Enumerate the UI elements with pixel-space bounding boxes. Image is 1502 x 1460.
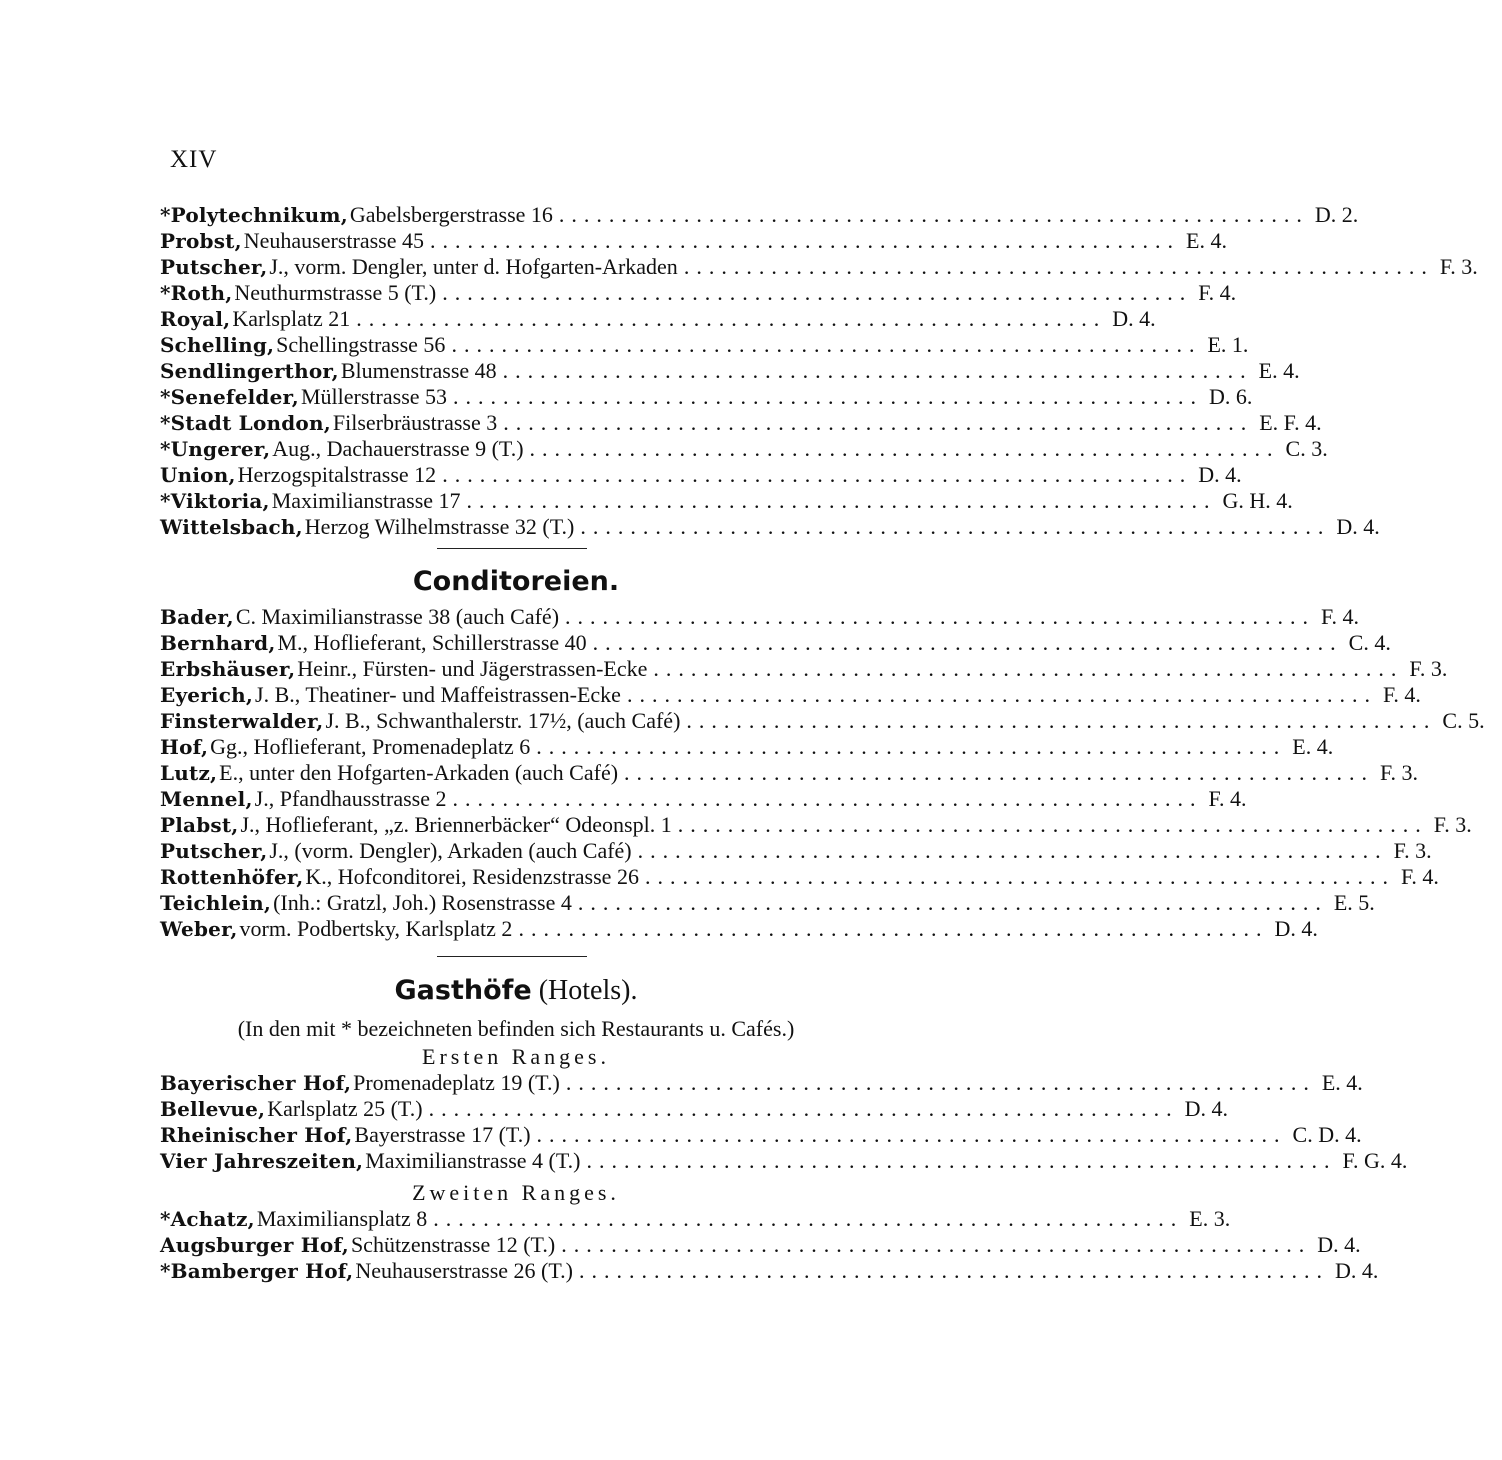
entry-grid-ref: D. 4. [1335,1258,1379,1283]
entry-name: Weber, [160,917,238,941]
entry-name: *Viktoria, [160,489,270,513]
list-item [160,916,1318,942]
list-item [160,890,1375,916]
entry-address: J., Hoflieferant, „z. Briennerbäcker“ Odeonspl. 1 [240,812,672,837]
entry-address: J., vorm. Dengler, unter d. Hofgarten-Arkaden [269,254,678,279]
entry-grid-ref: F. 4. [1400,864,1439,889]
leader-dots: ............................................................ [653,656,1404,681]
entry-address: Maximilianstrasse 4 (T.) [365,1148,581,1173]
entry-name: Sendlingerthor, [160,359,339,383]
list-item [160,514,1380,540]
leader-dots: ............................................................ [518,916,1269,941]
leader-dots: ............................................................ [442,280,1193,305]
list-item [160,734,1334,760]
list-item [160,410,1322,436]
entry-name: *Bamberger Hof, [160,1259,354,1283]
list-item [160,462,1242,488]
subheading-first-rank: Ersten Ranges. [422,1044,610,1069]
entry-grid-ref: C. 4. [1348,630,1391,655]
entry-address: Gabelsbergerstrasse 16 [349,202,553,227]
entry-grid-ref: F. 4. [1198,280,1237,305]
section-heading-gasthoefe [160,975,872,1007]
entry-name: Lutz, [160,761,218,785]
entry-address: Herzogspitalstrasse 12 [237,462,437,487]
leader-dots: ............................................................ [558,202,1309,227]
entry-address: Müllerstrasse 53 [300,384,448,409]
entry-name: Bayerischer Hof, [160,1071,352,1095]
entry-name: Bernhard, [160,631,276,655]
leader-dots: ............................................................ [433,1206,1184,1231]
entry-name: Bader, [160,605,234,629]
list-item [160,488,1293,514]
list-item [160,1070,1363,1096]
entry-address: Gg., Hoflieferant, Promenadeplatz 6 [210,734,531,759]
page-number: XIV [170,146,218,173]
entry-address: Filserbräustrasse 3 [332,410,498,435]
entry-grid-ref: E. 4. [1321,1070,1363,1095]
list-item [160,1258,1379,1284]
entry-address: J., Pfandhausstrasse 2 [254,786,447,811]
entry-grid-ref: F. 3. [1393,838,1432,863]
list-item [160,864,1439,890]
list-item [160,708,1485,734]
list-item [160,630,1391,656]
list-item [160,1232,1361,1258]
entry-address: Neuhauserstrasse 45 [243,228,424,253]
list-item [160,838,1432,864]
list-item [160,786,1247,812]
list-item [160,1096,1228,1122]
entry-grid-ref: E. 4. [1186,228,1227,253]
entry-name: Wittelsbach, [160,515,303,539]
leader-dots: ............................................................ [565,604,1316,629]
list-item [160,332,1249,358]
entry-grid-ref: F. 3. [1439,254,1478,279]
heading-main: Gasthöfe [394,975,532,1006]
entry-grid-ref: C. 5. [1442,708,1485,733]
entry-grid-ref: E. 1. [1207,332,1249,357]
entry-name: Putscher, [160,839,268,863]
entry-grid-ref: C. D. 4. [1292,1122,1362,1147]
leader-dots: ............................................................ [626,682,1377,707]
leader-dots: ............................................................ [579,1258,1329,1283]
leader-dots: ............................................................ [536,1122,1287,1147]
entry-address: Herzog Wilhelmstrasse 32 (T.) [304,514,575,539]
entry-grid-ref: E. 5. [1333,890,1375,915]
conditoreien-list [160,604,1485,942]
entry-grid-ref: F. G. 4. [1342,1148,1408,1173]
leader-dots: ............................................................ [683,254,1434,279]
list-item [160,254,1478,280]
list-item [160,1122,1362,1148]
list-item [160,812,1472,838]
list-item [160,604,1360,630]
list-item [160,384,1253,410]
list-item [160,280,1237,306]
section-divider [437,548,587,549]
entry-address: K., Hofconditorei, Residenzstrasse 26 [305,864,639,889]
leader-dots: ............................................................ [529,436,1280,461]
entry-grid-ref: E. F. 4. [1259,410,1322,435]
entry-name: Erbshäuser, [160,657,296,681]
entry-grid-ref: F. 4. [1208,786,1247,811]
entry-address: C. Maximilianstrasse 38 (auch Café) [235,604,560,629]
entry-grid-ref: E. 3. [1189,1206,1231,1231]
entry-address: Karlsplatz 21 [232,306,351,331]
entry-grid-ref: F. 4. [1321,604,1360,629]
entry-name: Rottenhöfer, [160,865,304,889]
entry-address: Neuhauserstrasse 26 (T.) [355,1258,573,1283]
leader-dots: ............................................................ [452,786,1203,811]
entry-grid-ref: D. 4. [1336,514,1380,539]
leader-dots: ............................................................ [580,514,1331,539]
entry-grid-ref: C. 3. [1285,436,1328,461]
entry-name: Rheinischer Hof, [160,1123,353,1147]
list-item [160,656,1448,682]
entry-address: M., Hoflieferant, Schillerstrasse 40 [277,630,587,655]
entry-grid-ref: D. 4. [1112,306,1156,331]
entry-address: E., unter den Hofgarten-Arkaden (auch Café) [219,760,619,785]
entry-name: Hof, [160,735,209,759]
list-item [160,306,1156,332]
entry-address: Schützenstrasse 12 (T.) [350,1232,556,1257]
list-item [160,228,1227,254]
entry-grid-ref: E. 4. [1258,358,1300,383]
entry-address: Heinr., Fürsten- und Jägerstrassen-Ecke [297,656,648,681]
list-item [160,202,1359,228]
leader-dots: ............................................................ [592,630,1343,655]
entry-name: *Roth, [160,281,233,305]
entry-address: Maximilianstrasse 17 [271,488,461,513]
list-item [160,1148,1408,1174]
first-rank-list [160,1070,1408,1174]
entry-name: Probst, [160,229,242,253]
entry-grid-ref: D. 4. [1198,462,1242,487]
entry-name: Union, [160,463,236,487]
leader-dots: ............................................................ [565,1070,1316,1095]
entry-address: vorm. Podbertsky, Karlsplatz 2 [239,916,513,941]
entry-address: J. B., Theatiner- und Maffeistrassen-Ecke [255,682,621,707]
leader-dots: ............................................................ [637,838,1388,863]
leader-dots: ............................................................ [561,1232,1312,1257]
section-divider [437,956,587,957]
leader-dots: ............................................................ [430,228,1180,253]
entry-name: Plabst, [160,813,239,837]
entry-name: Royal, [160,307,231,331]
list-item [160,358,1300,384]
list-item [160,436,1328,462]
section-note: (In den mit * bezeichneten befinden sich Restaurants u. Cafés.) [237,1016,795,1041]
entry-address: Aug., Dachauerstrasse 9 (T.) [272,436,524,461]
leader-dots: ............................................................ [536,734,1287,759]
list-item [160,682,1421,708]
cafe-list [160,202,1478,540]
leader-dots: ............................................................ [503,410,1254,435]
second-rank-list [160,1206,1379,1284]
entry-name: Teichlein, [160,891,272,915]
entry-grid-ref: D. 4. [1184,1096,1228,1121]
subheading-second-rank: Zweiten Ranges. [412,1180,620,1205]
entry-grid-ref: D. 2. [1314,202,1359,227]
entry-address: Maximiliansplatz 8 [256,1206,428,1231]
entry-address: Karlsplatz 25 (T.) [267,1096,423,1121]
entry-name: Eyerich, [160,683,254,707]
entry-name: Putscher, [160,255,268,279]
entry-name: *Senefelder, [160,385,299,409]
entry-name: *Ungerer, [160,437,271,461]
entry-grid-ref: F. 3. [1380,760,1419,785]
leader-dots: ............................................................ [453,384,1204,409]
leader-dots: ............................................................ [356,306,1107,331]
entry-address: J. B., Schwanthalerstr. 17½, (auch Café) [325,708,681,733]
entry-address: Promenadeplatz 19 (T.) [353,1070,560,1095]
leader-dots: ............................................................ [686,708,1437,733]
list-item [160,760,1419,786]
entry-name: Schelling, [160,333,275,357]
entry-name: Augsburger Hof, [160,1233,349,1257]
entry-address: J., (vorm. Dengler), Arkaden (auch Café) [269,838,632,863]
leader-dots: ............................................................ [442,462,1193,487]
entry-name: *Achatz, [160,1207,255,1231]
leader-dots: ............................................................ [624,760,1375,785]
entry-grid-ref: F. 3. [1433,812,1472,837]
leader-dots: ............................................................ [586,1148,1337,1173]
entry-address: (Inh.: Gratzl, Joh.) Rosenstrasse 4 [273,890,572,915]
leader-dots: ............................................................ [428,1096,1179,1121]
entry-name: Finsterwalder, [160,709,324,733]
entry-grid-ref: F. 3. [1409,656,1448,681]
leader-dots: ............................................................ [502,358,1253,383]
leader-dots: ............................................................ [451,332,1202,357]
entry-name: Vier Jahreszeiten, [160,1149,364,1173]
entry-name: Mennel, [160,787,253,811]
entry-grid-ref: E. 4. [1292,734,1334,759]
entry-name: Bellevue, [160,1097,266,1121]
entry-grid-ref: F. 4. [1382,682,1421,707]
entry-grid-ref: D. 4. [1274,916,1318,941]
entry-address: Bayerstrasse 17 (T.) [354,1122,531,1147]
entry-name: *Stadt London, [160,411,331,435]
entry-address: Neuthurmstrasse 5 (T.) [234,280,437,305]
entry-address: Blumenstrasse 48 [340,358,497,383]
entry-grid-ref: G. H. 4. [1222,488,1293,513]
entry-grid-ref: D. 4. [1317,1232,1361,1257]
leader-dots: ............................................................ [577,890,1328,915]
list-item [160,1206,1231,1232]
heading-paren: (Hotels). [531,975,638,1006]
leader-dots: ............................................................ [677,812,1428,837]
entry-name: *Polytechnikum, [160,203,348,227]
leader-dots: ............................................................ [466,488,1217,513]
section-heading-conditoreien: Conditoreien. [412,566,620,597]
leader-dots: ............................................................ [644,864,1395,889]
entry-address: Schellingstrasse 56 [276,332,446,357]
entry-grid-ref: D. 6. [1209,384,1253,409]
